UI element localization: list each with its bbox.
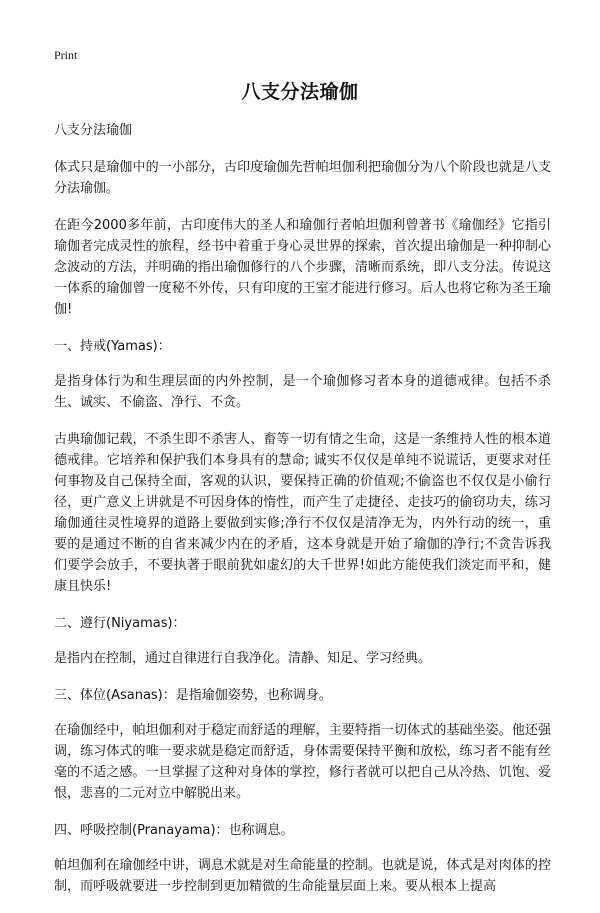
print-link[interactable]: Print — [54, 48, 78, 62]
article-body — [54, 120, 551, 913]
heading-pranayama: 四、呼吸控制(Pranayama)：也称调息。 — [54, 823, 294, 838]
paragraph-intro: 体式只是瑜伽中的一小部分，古印度瑜伽先哲帕坦伽利把瑜伽分为八个阶段也就是八支分法瑜伽。 — [54, 160, 551, 196]
paragraph-niyamas-definition: 是指内在控制，通过自律进行自我净化。清静、知足、学习经典。 — [54, 651, 432, 666]
paragraph-pranayama-detail: 帕坦伽利在瑜伽经中讲，调息术就是对生命能量的控制。也就是说，体式是对肉体的控制，而呼吸就要进一步控制到更加精微的生命能量层面上来。要从根本上提高 — [54, 858, 551, 894]
paragraph-yamas-definition: 是指身体行为和生理层面的内外控制，是一个瑜伽修习者本身的道德戒律。包括不杀生、诚实、不偷盗、净行、不贪。 — [54, 374, 551, 410]
section-subtitle: 八支分法瑜伽 — [54, 123, 133, 138]
heading-niyamas: 二、遵行(Niyamas)： — [54, 616, 186, 631]
heading-yamas: 一、持戒(Yamas)： — [54, 339, 171, 354]
paragraph-history: 在距今2000多年前，古印度伟大的圣人和瑜伽行者帕坦伽利曾著书《瑜伽经》它指引瑜伽者完成灵性的旅程，经书中着重于身心灵世界的探索，首次提出瑜伽是一种抑制心念波动的方法，并明确的指出瑜伽修行的八个步骤，清晰而系统，即八支分法。传说这一体系的瑜伽曾一度秘不外传，只有印度的王室才能进行修习。后人也将它称为圣王瑜伽! — [54, 218, 551, 317]
page-title: 八支分法瑜伽 — [241, 81, 359, 103]
heading-asanas: 三、体位(Asanas)：是指瑜伽姿势，也称调身。 — [54, 688, 332, 703]
paragraph-asanas-detail: 在瑜伽经中，帕坦伽利对于稳定而舒适的理解，主要特指一切体式的基础坐姿。他还强调，练习体式的唯一要求就是稳定而舒适，身体需要保持平衡和放松，练习者不能有丝毫的不适之感。一旦掌握了这种对身体的掌控，修行者就可以把自己从冷热、饥饱、爱恨，悲喜的二元对立中解脱出来。 — [54, 723, 551, 801]
paragraph-yamas-detail: 古典瑜伽记载，不杀生即不杀害人、畜等一切有情之生命，这是一条维持人性的根本道德戒律。它培养和保护我们本身具有的慧命; 诚实不仅仅是单纯不说谎话，更要求对任何事物及自己保持全面，客观的认识，要保持正确的价值观;不偷盗也不仅仅是小偷行径，更广意义上讲就是不可因身体的惰性，而产生了走捷径、走技巧的偷窃功夫，练习瑜伽通往灵性境界的道路上要做到实修;净行不仅仅是清净无为，内外行动的统一，重要的是通过不断的自省来减少内在的矛盾，这本身就是开始了瑜伽的净行;不贪告诉我们要学会放手，不要执著于眼前犹如虚幻的大千世界!如此方能使我们淡定而平和，健康且快乐! — [54, 432, 551, 594]
